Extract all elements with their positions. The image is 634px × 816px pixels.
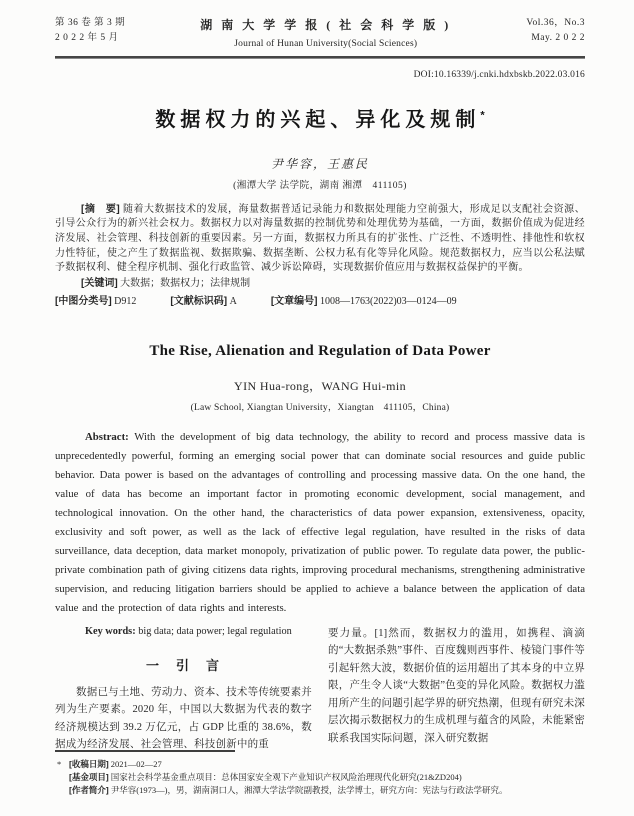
doi-line: DOI:10.16339/j.cnki.hdxbskb.2022.03.016 [413, 69, 585, 80]
abstract-cn-text: 随着大数据技术的发展，海量数据普适记录能力和数据处理能力空前强大，形成足以支配社会资源、引导公众行为的新兴社会权力。数据权力以对海量数据的控制优势和处理优势为基础，一方面，数据价值成为促进经济发展、社会管理、科技创新的重要因素。另一方面，数据权力所具有的扩张性、广泛性、不透明性、排他性和软权力性特征，使之产生了数据监视、数据欺骗、数据垄断、公权力私有化等异化风险。规范数据权力，应当以公私法赋予数据权利、健全程序机制、强化行政监管、减少诉讼障碍，实现数据价值应用与数据权益保护的平衡。 [55, 203, 585, 274]
footnote-block [55, 750, 585, 797]
date-en: May. 2 0 2 2 [531, 32, 585, 43]
affiliation-en: (Law School, Xiangtan University，Xiangtan 411105，China) [190, 402, 450, 413]
article-title-cn [55, 103, 585, 132]
document-code: [文献标识码] A [170, 296, 237, 308]
journal-name-cn: 湖 南 大 学 学 报 ( 社 会 科 学 版 ) [200, 18, 452, 32]
abstract-en-label: Abstract: [85, 430, 129, 443]
title-footnote-asterisk: * [480, 109, 485, 122]
keywords-cn-text: 大数据；数据权力；法律规制 [120, 277, 251, 289]
authors-en: YIN Hua-rong，WANG Hui-min [234, 378, 406, 393]
footnote-asterisk: * [57, 758, 62, 769]
abstract-cn [55, 203, 585, 276]
keywords-cn-label: [关键词] [81, 277, 118, 289]
footnote-author-bio: [作者简介] 尹华容(1973—)，男，湖南洞口人，湘潭大学法学院副教授，法学博士，研究方向：宪法与行政法学研究。 [69, 784, 508, 795]
article-title-cn-text: 数据权力的兴起、异化及规制 [155, 108, 481, 131]
volume-en: Vol.36，No.3 [526, 18, 585, 28]
affiliation-cn: (湘潭大学 法学院，湖南 湘潭 411105) [233, 180, 407, 191]
left-column [55, 622, 312, 754]
abstract-en [55, 428, 585, 618]
journal-header [55, 16, 585, 51]
classification-line [55, 295, 585, 310]
issue-info-en [526, 16, 585, 45]
footnote-divider [55, 750, 235, 752]
article-number: [文章编号] 1008—1763(2022)03—0124—09 [270, 296, 457, 308]
journal-name-en: Journal of Hunan University(Social Sciences) [234, 38, 418, 49]
two-column-body [55, 622, 585, 754]
right-column [328, 622, 585, 754]
abstract-en-text: With the development of big data technology, the ability to record and process massive data is unprecedentedly powerful, forming an emerging social power that can dominate social resources and guide public behavior. Data power is based on the advantages of controlling and processing massive data. On the one hand, the value of data has become an important factor in promoting economic development, social management, and technological innovation. On the other hand, the characteristics of data power expansion, extensiveness, opacity, exclusivity and soft power, as well as the lack of effective legal regulation, have resulted in the risks of data surveillance, data deception, data market monopoly, privatization of public power. To regulate data power, the public-private combination path of giving citizens data rights, improving procedural mechanisms, strengthening administrative supervision, and reducing litigation barriers should be applied to achieve a balance between the application of data value and the protection of data rights and interests. [55, 430, 585, 614]
footnote-received-date: * [收稿日期] 2021—02—27 [57, 758, 162, 769]
date-cn: 2 0 2 2 年 5 月 [55, 32, 119, 43]
issue-info-cn [55, 16, 125, 45]
authors-cn: 尹华容，王惠民 [270, 156, 369, 171]
section-heading-introduction: 一 引 言 [145, 657, 221, 673]
keywords-en-label: Key words: [85, 625, 136, 637]
abstract-cn-label: [摘 要] [81, 203, 120, 215]
volume-cn: 第 36 卷 第 3 期 [55, 18, 126, 28]
footnote-fund-project: [基金项目] 国家社会科学基金重点项目：总体国家安全观下产业知识产权风险治理现代化研究(21&ZD204) [69, 771, 462, 782]
header-divider [55, 56, 585, 59]
keywords-en-text: big data; data power; legal regulation [138, 625, 292, 637]
intro-paragraph-right: 要力量。[1]然而，数据权力的滥用，如携程、滴滴的“大数据杀熟”事件、百度魏则西事件、棱镜门事件等引起轩然大波，数据价值的运用超出了其本身的中立界限，产生令人谈“大数据”色变的异化风险。数据权力滥用所产生的问题引起学界的研究热潮，但现有研究未深层次揭示数据权力的生成机理与蕴含的风险，未能紧密联系我国实际问题，深入研究数据 [328, 627, 585, 744]
intro-paragraph-left: 数据已与土地、劳动力、资本、技术等传统要素并列为生产要素。2020 年，中国以大数据为代表的数字经济规模达到 39.2 万亿元，占 GDP 比重的 38.6%，数据成为经济发展、社会管理、科技创新中的重 [55, 686, 312, 751]
keywords-en [55, 622, 312, 641]
keywords-cn [55, 277, 585, 292]
journal-name-block [125, 16, 526, 51]
article-title-en: The Rise, Alienation and Regulation of Data Power [149, 342, 491, 359]
clc-number: [中图分类号] D912 [55, 296, 137, 308]
